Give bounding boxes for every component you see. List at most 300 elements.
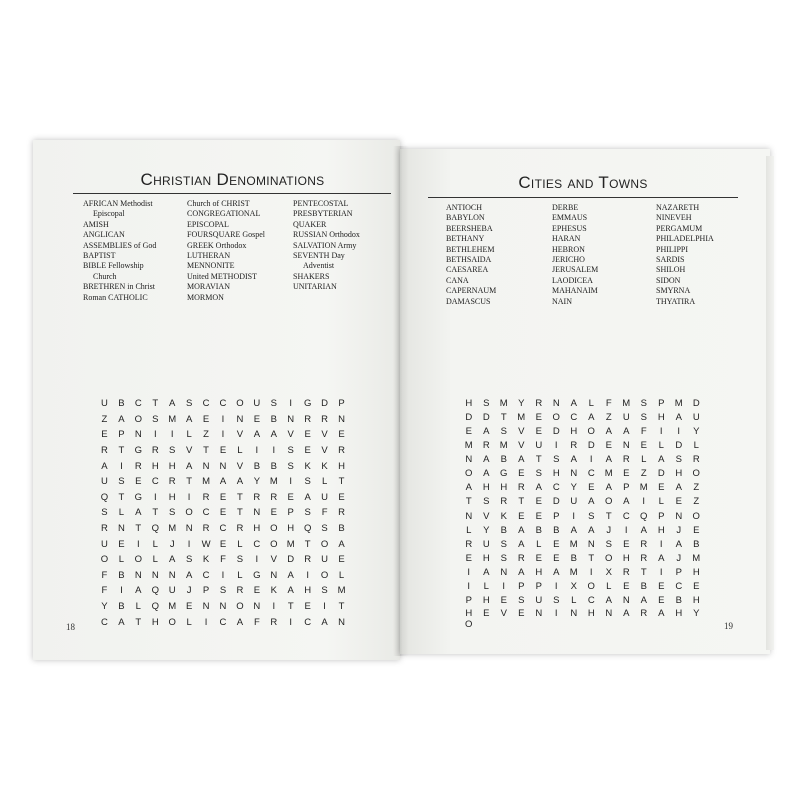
grid-letter: O (134, 554, 143, 566)
word-list-item: SEVENTH Day (293, 251, 345, 261)
grid-letter: B (118, 569, 125, 581)
left-page-title: Christian Denominations (140, 170, 325, 189)
grid-letter: U (535, 595, 543, 607)
grid-letter: R (304, 413, 312, 425)
word-list-item: NAIN (552, 296, 572, 306)
grid-letter: S (588, 510, 595, 522)
grid-letter: L (466, 524, 472, 536)
grid-letter: H (253, 523, 261, 535)
grid-letter: A (518, 538, 525, 550)
right-page-title: Cities and Towns (518, 173, 648, 192)
grid-letter: R (640, 553, 648, 565)
grid-letter: U (321, 491, 329, 503)
grid-letter: A (570, 454, 577, 466)
grid-letter: I (642, 496, 646, 508)
word-list-item: Episcopal (93, 209, 125, 219)
grid-letter: O (270, 523, 278, 535)
grid-letter: A (675, 411, 682, 423)
word-list-item: THYATIRA (656, 296, 696, 306)
grid-letter: A (535, 482, 542, 494)
grid-letter: O (587, 425, 595, 437)
grid-letter: I (554, 439, 558, 451)
word-list-item: SHILOH (656, 265, 686, 275)
grid-letter: D (482, 411, 490, 423)
grid-letter: I (289, 476, 293, 488)
grid-letter: A (321, 616, 328, 628)
grid-letter: I (221, 413, 225, 425)
grid-letter: E (553, 538, 560, 550)
grid-letter: S (553, 454, 560, 466)
grid-letter: S (553, 595, 560, 607)
grid-letter: E (219, 491, 227, 503)
grid-letter: N (168, 569, 176, 581)
book-spine (393, 146, 409, 656)
grid-letter: Q (151, 601, 159, 613)
grid-letter: D (587, 439, 595, 451)
grid-letter: T (152, 398, 159, 410)
grid-letter: U (168, 585, 176, 597)
grid-letter: V (518, 425, 525, 437)
grid-letter: P (338, 398, 345, 410)
left-word-search-grid (96, 396, 350, 630)
grid-letter: H (692, 595, 700, 607)
grid-letter: A (169, 398, 176, 410)
grid-letter: E (219, 538, 227, 550)
word-list-item: JERUSALEM (552, 265, 599, 275)
grid-letter: H (168, 491, 176, 503)
word-list-item: PERGAMUM (656, 223, 703, 233)
grid-letter: R (134, 460, 142, 472)
word-list-item: MENNONITE (187, 261, 235, 271)
grid-letter: I (153, 491, 157, 503)
grid-letter: O (465, 618, 473, 630)
grid-letter: H (587, 607, 595, 619)
word-list-item: HEBRON (552, 244, 585, 254)
grid-letter: M (499, 397, 508, 409)
grid-letter: O (100, 554, 109, 566)
grid-letter: E (118, 538, 125, 550)
grid-letter: T (135, 616, 142, 628)
grid-letter: K (270, 585, 277, 597)
grid-letter: D (465, 411, 473, 423)
grid-letter: E (500, 595, 507, 607)
grid-letter: E (623, 468, 630, 480)
word-list-item: FOURSQUARE Gospel (187, 230, 266, 240)
grid-letter: I (187, 538, 191, 550)
word-list-item: UNITARIAN (293, 282, 337, 292)
word-list-item: ANTIOCH (446, 203, 482, 212)
grid-letter: A (185, 460, 193, 472)
grid-letter: I (120, 460, 123, 472)
grid-letter: M (569, 567, 578, 579)
grid-letter: A (605, 482, 612, 494)
grid-letter: M (622, 397, 631, 409)
grid-letter: J (676, 524, 682, 536)
grid-letter: U (101, 476, 108, 488)
grid-letter: E (135, 476, 142, 488)
grid-letter: N (500, 567, 508, 579)
grid-letter: A (588, 496, 595, 508)
grid-letter: I (255, 445, 259, 457)
grid-letter: A (236, 616, 244, 628)
grid-letter: A (605, 425, 612, 437)
grid-letter: T (118, 491, 125, 503)
grid-letter: J (186, 585, 192, 597)
grid-letter: A (135, 507, 142, 519)
grid-letter: S (101, 507, 108, 519)
grid-letter: T (640, 567, 647, 579)
grid-letter: N (151, 569, 159, 581)
grid-letter: M (286, 538, 295, 550)
grid-letter: R (640, 607, 648, 619)
grid-letter: T (518, 496, 525, 508)
grid-letter: R (236, 523, 244, 535)
grid-letter: B (693, 538, 700, 550)
grid-letter: S (236, 554, 244, 566)
grid-letter: E (518, 510, 525, 522)
grid-letter: I (467, 581, 471, 593)
grid-letter: A (623, 607, 630, 619)
grid-letter: A (588, 411, 595, 423)
grid-letter: U (482, 538, 490, 550)
grid-letter: A (623, 425, 630, 437)
left-title-rule (73, 193, 391, 194)
grid-letter: A (518, 567, 525, 579)
word-list-item: BRETHREN in Christ (83, 282, 156, 292)
grid-letter: G (500, 468, 508, 480)
grid-letter: V (270, 554, 277, 566)
grid-letter: L (186, 616, 192, 628)
word-list-item: ASSEMBLIES of God (83, 240, 157, 250)
grid-letter: C (219, 616, 227, 628)
grid-letter: V (236, 460, 244, 472)
grid-letter: R (253, 491, 261, 503)
grid-letter: E (535, 510, 542, 522)
grid-letter: H (675, 468, 683, 480)
grid-letter: F (220, 554, 226, 566)
grid-letter: N (236, 413, 244, 425)
grid-letter: I (204, 616, 208, 628)
grid-letter: W (201, 538, 211, 550)
grid-letter: D (692, 397, 700, 409)
grid-letter: E (675, 496, 682, 508)
grid-letter: A (623, 496, 630, 508)
grid-letter: N (202, 460, 210, 472)
word-list-item: BIBLE Fellowship (83, 261, 144, 271)
grid-letter: B (338, 523, 345, 535)
grid-letter: L (321, 476, 328, 488)
grid-letter: Z (693, 496, 700, 508)
grid-letter: C (587, 595, 595, 607)
grid-letter: P (623, 482, 630, 494)
grid-letter: N (134, 429, 142, 441)
grid-letter: H (482, 595, 490, 607)
grid-letter: E (640, 439, 647, 451)
grid-letter: E (253, 585, 261, 597)
grid-letter: B (553, 524, 560, 536)
grid-letter: A (483, 454, 490, 466)
word-list-item: BETHANY (446, 234, 485, 244)
grid-letter: A (219, 476, 227, 488)
grid-letter: I (572, 510, 576, 522)
grid-letter: P (202, 585, 210, 597)
grid-letter: V (483, 510, 490, 522)
grid-letter: O (605, 496, 613, 508)
word-list-item: SALVATION Army (293, 240, 357, 250)
grid-letter: L (186, 429, 192, 441)
grid-letter: C (101, 616, 108, 628)
grid-letter: B (570, 553, 577, 565)
grid-letter: S (321, 585, 328, 597)
grid-letter: M (674, 397, 683, 409)
grid-letter: L (571, 595, 577, 607)
grid-letter: B (270, 413, 277, 425)
grid-letter: C (570, 411, 578, 423)
grid-letter: L (658, 439, 664, 451)
grid-letter: U (535, 439, 543, 451)
grid-letter: G (253, 569, 261, 581)
grid-letter: E (535, 496, 542, 508)
grid-letter: M (168, 601, 177, 613)
word-list-item: BEERSHEBA (446, 223, 493, 233)
grid-letter: P (287, 507, 294, 519)
grid-letter: A (588, 524, 595, 536)
grid-letter: N (622, 439, 630, 451)
grid-letter: C (622, 510, 630, 522)
grid-letter: M (517, 411, 526, 423)
grid-letter: M (499, 439, 508, 451)
grid-letter: E (219, 445, 227, 457)
grid-letter: I (659, 425, 663, 437)
grid-letter: I (289, 398, 293, 410)
grid-letter: Y (483, 524, 490, 536)
grid-letter: E (202, 413, 210, 425)
grid-letter: I (659, 538, 663, 550)
right-title-rule (428, 197, 738, 198)
grid-letter: F (321, 507, 328, 519)
grid-letter: I (554, 581, 558, 593)
page-number-right: 19 (724, 621, 733, 631)
grid-letter: E (658, 482, 665, 494)
grid-letter: T (237, 491, 243, 503)
grid-letter: N (185, 523, 193, 535)
grid-letter: H (622, 553, 630, 565)
grid-letter: U (570, 496, 578, 508)
grid-letter: O (236, 601, 244, 613)
grid-letter: N (587, 538, 595, 550)
word-list-item: SARDIS (656, 255, 685, 265)
grid-letter: I (323, 601, 326, 613)
grid-letter: H (657, 411, 665, 423)
grid-letter: S (605, 538, 612, 550)
grid-letter: T (465, 496, 472, 508)
word-list-item: PENTECOSTAL (293, 199, 349, 208)
word-list-item: Church of CHRIST (187, 199, 250, 208)
grid-letter: G (303, 398, 312, 410)
grid-letter: B (675, 595, 682, 607)
grid-letter: A (465, 482, 472, 494)
word-list-item: NINEVEH (656, 213, 692, 223)
grid-letter: H (287, 523, 295, 535)
grid-letter: R (270, 616, 278, 628)
grid-letter: V (185, 445, 193, 457)
grid-letter: O (587, 581, 595, 593)
grid-letter: Y (101, 601, 108, 613)
grid-letter: R (101, 523, 108, 535)
grid-letter: O (605, 553, 613, 565)
grid-letter: N (338, 616, 345, 628)
grid-letter: I (272, 601, 276, 613)
grid-letter: R (622, 454, 630, 466)
grid-letter: P (535, 581, 542, 593)
grid-letter: I (554, 607, 558, 619)
grid-letter: N (552, 397, 560, 409)
grid-letter: U (692, 411, 700, 423)
grid-letter: T (152, 507, 159, 519)
word-list-item: LUTHERAN (187, 251, 231, 261)
right-word-column-2 (552, 203, 598, 307)
grid-letter: R (500, 496, 508, 508)
grid-letter: Z (101, 413, 108, 425)
grid-letter: O (552, 411, 560, 423)
grid-letter: E (693, 524, 700, 536)
grid-letter: C (675, 581, 683, 593)
grid-letter: U (101, 398, 108, 410)
grid-letter: S (500, 553, 507, 565)
grid-letter: P (118, 429, 125, 441)
grid-letter: O (236, 398, 244, 410)
grid-letter: H (168, 460, 176, 472)
grid-letter: N (134, 569, 142, 581)
grid-letter: T (338, 601, 345, 613)
grid-letter: A (658, 454, 665, 466)
word-list-item: DAMASCUS (446, 296, 491, 306)
grid-letter: A (304, 491, 311, 503)
grid-letter: S (118, 476, 125, 488)
word-list-item: EPHESUS (552, 223, 587, 233)
grid-letter: S (321, 523, 328, 535)
grid-letter: L (237, 569, 243, 581)
grid-letter: C (134, 398, 142, 410)
grid-letter: I (624, 524, 628, 536)
grid-letter: P (675, 567, 682, 579)
grid-letter: I (502, 581, 506, 593)
grid-letter: R (535, 397, 543, 409)
grid-letter: A (605, 595, 612, 607)
grid-letter: U (253, 398, 261, 410)
grid-letter: C (202, 507, 210, 519)
grid-letter: F (605, 397, 612, 409)
grid-letter: E (553, 553, 560, 565)
grid-letter: A (658, 607, 665, 619)
grid-letter: H (692, 567, 700, 579)
grid-letter: O (692, 468, 700, 480)
grid-letter: I (467, 567, 471, 579)
grid-letter: T (287, 601, 294, 613)
left-word-column-2 (187, 199, 265, 303)
grid-letter: R (692, 454, 700, 466)
grid-letter: S (483, 496, 490, 508)
word-list-item: ANGLICAN (83, 230, 125, 240)
grid-letter: B (640, 581, 647, 593)
grid-letter: E (465, 425, 472, 437)
word-list-item: MORMON (187, 292, 224, 302)
grid-letter: C (552, 482, 560, 494)
grid-letter: S (518, 595, 525, 607)
grid-letter: H (657, 524, 665, 536)
word-list-item: AFRICAN Methodist (83, 199, 153, 208)
grid-letter: I (170, 429, 174, 441)
grid-letter: H (465, 607, 473, 619)
grid-letter: H (151, 616, 159, 628)
grid-letter: V (321, 429, 328, 441)
grid-letter: I (137, 538, 140, 550)
grid-letter: T (535, 454, 542, 466)
grid-letter: Y (570, 482, 577, 494)
grid-letter: R (517, 482, 525, 494)
grid-letter: Y (693, 607, 700, 619)
word-list-item: Adventist (303, 261, 335, 271)
grid-letter: Y (693, 425, 700, 437)
grid-letter: L (606, 581, 612, 593)
grid-letter: S (219, 585, 227, 597)
grid-letter: S (287, 445, 294, 457)
left-word-column-1 (83, 199, 156, 303)
grid-letter: N (202, 601, 210, 613)
grid-letter: A (236, 476, 244, 488)
grid-letter: H (465, 397, 473, 409)
grid-letter: L (152, 554, 158, 566)
grid-letter: T (203, 445, 209, 457)
grid-letter: A (570, 397, 577, 409)
grid-letter: K (500, 510, 507, 522)
word-list-item: MORAVIAN (187, 282, 230, 292)
grid-letter: A (185, 569, 193, 581)
word-list-item: MAHANAIM (552, 286, 598, 296)
grid-letter: A (675, 482, 682, 494)
word-list-item: CAESAREA (446, 265, 489, 275)
grid-letter: A (185, 413, 193, 425)
grid-letter: D (552, 496, 560, 508)
grid-letter: A (338, 538, 345, 550)
grid-letter: E (623, 538, 630, 550)
grid-letter: O (270, 538, 278, 550)
grid-letter: E (287, 491, 294, 503)
grid-letter: H (552, 468, 560, 480)
grid-letter: I (120, 585, 123, 597)
grid-letter: R (168, 476, 176, 488)
grid-letter: E (219, 507, 227, 519)
grid-letter: L (641, 454, 647, 466)
grid-letter: O (320, 569, 329, 581)
grid-letter: Q (640, 510, 648, 522)
grid-letter: S (640, 397, 647, 409)
grid-letter: I (589, 454, 593, 466)
grid-letter: S (500, 425, 507, 437)
grid-letter: A (135, 585, 142, 597)
grid-letter: V (321, 445, 328, 457)
grid-letter: N (287, 413, 295, 425)
grid-letter: C (219, 523, 227, 535)
grid-letter: M (464, 439, 473, 451)
grid-letter: I (589, 567, 593, 579)
word-list-item: SHAKERS (293, 271, 330, 281)
grid-letter: E (535, 411, 542, 423)
grid-letter: T (118, 445, 125, 457)
grid-letter: O (185, 507, 193, 519)
grid-letter: U (321, 554, 329, 566)
grid-letter: R (570, 439, 578, 451)
